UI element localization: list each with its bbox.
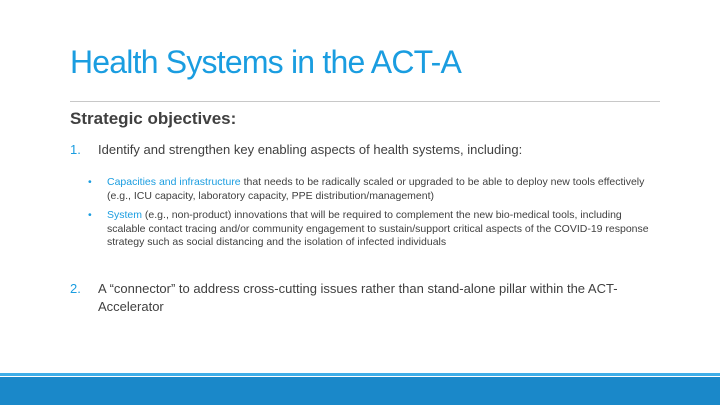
item-text: Identify and strengthen key enabling aspects of health systems, including:	[98, 142, 523, 157]
bullet-text	[107, 176, 663, 203]
bullet-marker: •	[88, 209, 92, 221]
bullet-marker: •	[88, 176, 92, 188]
numbered-item-1	[70, 141, 670, 159]
bullet-item-system	[88, 209, 663, 250]
numbered-item-2	[70, 280, 670, 316]
slide-title: Health Systems in the ACT-A	[70, 44, 462, 80]
bullet-item-capacities	[88, 176, 663, 203]
bullet-text	[107, 209, 663, 250]
item-text: A “connector” to address cross-cutting issues rather than stand-alone pillar within the ACT-Accelerator	[98, 281, 618, 314]
bullet-highlight: System	[107, 209, 143, 221]
bullet-highlight: Capacities and infrastructure	[107, 176, 241, 188]
footer-bar	[0, 377, 720, 405]
title-divider	[70, 101, 660, 102]
footer-accent-line	[0, 373, 720, 376]
item-number: 1.	[70, 142, 81, 157]
slide-subtitle: Strategic objectives:	[70, 109, 237, 128]
bullet-body: that needs to be radically scaled or upgraded to be able to deploy new tools effectively (e.g., ICU capacity, laboratory capacity, PPE distribution/management)	[107, 176, 645, 202]
bullet-body: (e.g., non-product) innovations that will be required to complement the new bio-medical tools, including scalable contact tracing and/or community engagement to sustain/support critical aspects of the COVID-19 response strategy such as social distancing and the isolation of infected individuals	[107, 209, 649, 248]
item-number: 2.	[70, 281, 81, 296]
